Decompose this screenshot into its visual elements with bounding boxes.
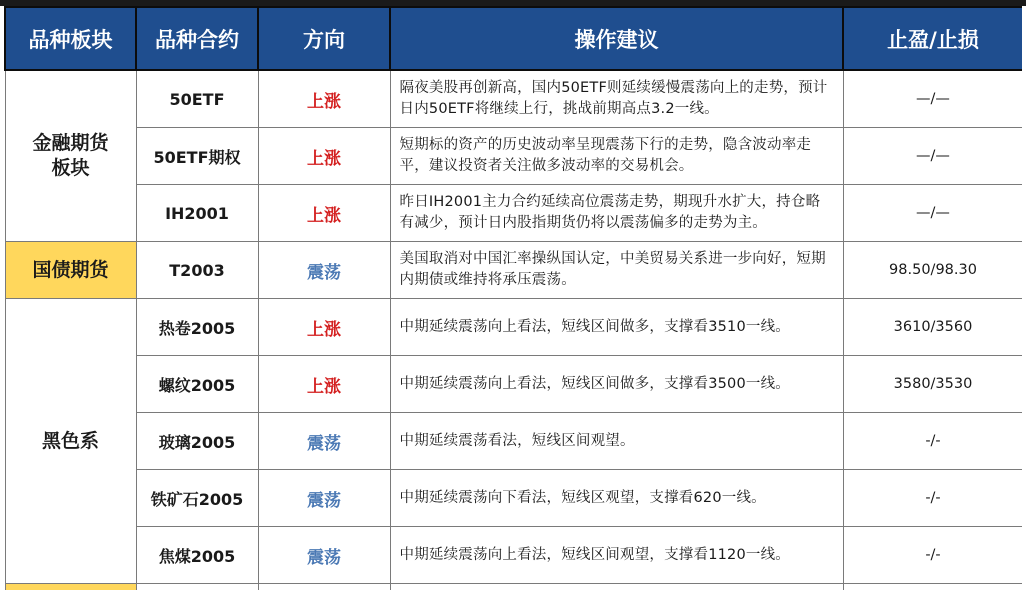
direction-cell: 震荡	[258, 470, 390, 527]
advice-cell: 昨日IH2001主力合约延续高位震荡走势，期现升水扩大，持仓略有减少，预计日内股指期货仍将以震荡偏多的走势为主。	[390, 185, 843, 242]
stop-cell: 98.50/98.30	[843, 242, 1022, 299]
sector-label-line1: 金融期货	[32, 132, 109, 154]
partial-sector-cell	[5, 584, 136, 591]
sector-cell-ferrous: 黑色系	[5, 299, 136, 584]
advice-cell: 中期延续震荡向上看法，短线区间做多，支撑看3500一线。	[390, 356, 843, 413]
stop-cell: -/-	[843, 527, 1022, 584]
direction-cell: 上涨	[258, 128, 390, 185]
direction-cell: 上涨	[258, 70, 390, 128]
advice-cell: 中期延续震荡看法，短线区间观望。	[390, 413, 843, 470]
contract-cell: 50ETF	[136, 70, 258, 128]
stop-cell: -/-	[843, 413, 1022, 470]
direction-cell: 上涨	[258, 356, 390, 413]
stop-cell: 3610/3560	[843, 299, 1022, 356]
table-row	[5, 70, 1022, 128]
advice-cell: 中期延续震荡向下看法，短线区观望，支撑看620一线。	[390, 470, 843, 527]
header-advice: 操作建议	[390, 7, 843, 70]
contract-cell: 玻璃2005	[136, 413, 258, 470]
contract-cell: 铁矿石2005	[136, 470, 258, 527]
header-sector: 品种板块	[5, 7, 136, 70]
stop-cell: —/—	[843, 128, 1022, 185]
stop-cell: —/—	[843, 185, 1022, 242]
header-contract: 品种合约	[136, 7, 258, 70]
advice-cell: 中期延续震荡向上看法，短线区间做多，支撑看3510一线。	[390, 299, 843, 356]
table-row	[5, 242, 1022, 299]
strategy-table	[4, 6, 1022, 590]
sector-cell-financial	[5, 70, 136, 242]
table-row-partial	[5, 584, 1022, 591]
table-row	[5, 356, 1022, 413]
stop-cell: 3580/3530	[843, 356, 1022, 413]
table-row	[5, 470, 1022, 527]
contract-cell: 50ETF期权	[136, 128, 258, 185]
table-row	[5, 299, 1022, 356]
contract-cell: 螺纹2005	[136, 356, 258, 413]
contract-cell: 焦煤2005	[136, 527, 258, 584]
table-row	[5, 413, 1022, 470]
header-direction: 方向	[258, 7, 390, 70]
direction-cell: 震荡	[258, 527, 390, 584]
stop-cell: -/-	[843, 470, 1022, 527]
sector-cell-bond: 国债期货	[5, 242, 136, 299]
direction-cell: 上涨	[258, 185, 390, 242]
partial-cell	[136, 584, 258, 591]
advice-cell: 美国取消对中国汇率操纵国认定，中美贸易关系进一步向好，短期内期债或维持将承压震荡。	[390, 242, 843, 299]
stop-cell: —/—	[843, 70, 1022, 128]
partial-cell	[390, 584, 843, 591]
advice-cell: 短期标的资产的历史波动率呈现震荡下行的走势，隐含波动率走平，建议投资者关注做多波动率的交易机会。	[390, 128, 843, 185]
strategy-table-wrapper	[4, 6, 1022, 591]
contract-cell: IH2001	[136, 185, 258, 242]
table-row	[5, 185, 1022, 242]
direction-cell: 震荡	[258, 242, 390, 299]
header-stop: 止盈/止损	[843, 7, 1022, 70]
partial-cell	[258, 584, 390, 591]
direction-cell: 震荡	[258, 413, 390, 470]
table-row	[5, 128, 1022, 185]
direction-cell: 上涨	[258, 299, 390, 356]
advice-cell: 隔夜美股再创新高，国内50ETF则延续缓慢震荡向上的走势，预计日内50ETF将继续上行，挑战前期高点3.2一线。	[390, 70, 843, 128]
contract-cell: 热卷2005	[136, 299, 258, 356]
advice-cell: 中期延续震荡向上看法，短线区间观望，支撑看1120一线。	[390, 527, 843, 584]
contract-cell: T2003	[136, 242, 258, 299]
table-row	[5, 527, 1022, 584]
header-row	[5, 7, 1022, 70]
partial-cell	[843, 584, 1022, 591]
sector-label-line2: 板块	[51, 157, 90, 179]
